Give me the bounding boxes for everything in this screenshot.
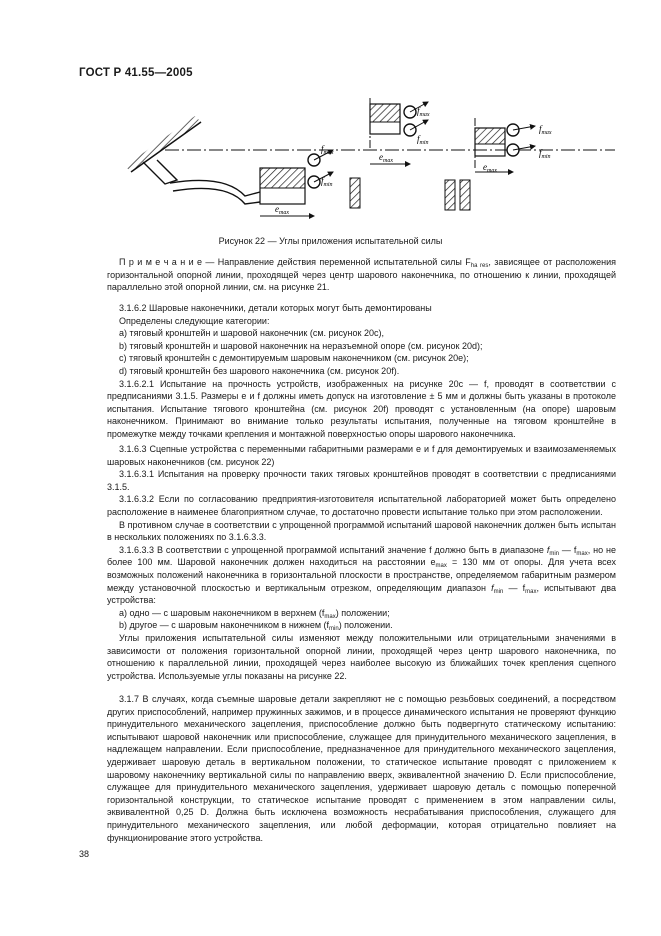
list-item: b) другое — с шаровым наконечником в нижнем $(f_{min})$ положении.: [119, 620, 393, 633]
paragraph: 3.1.7 В случаях, когда съемные шаровые детали закрепляют не с помощью резьбовых соединений, а посредством других приспособлений, например пружинных зажимов, и в процессе динамического испытания не проверяют функцию принудительного механического зацепления, приспособление должно быть подвергнуто статическому испытанию: испытывают шаровой наконечник или приспособление, служащее для принудительного механического зацепления, в надлежащем направлении. Если приспособление, предназначенное для принудительного механического зацепления, удерживает шаровую деталь в вертикальном положении, то статическое испытание проводят с приложением к шаровому наконечнику вертикальной силы по направлению вверх, эквивалентной значению D. Если приспособление, служащее для принудительного механического зацепления, удерживает шаровую деталь с помощью поперечной горизонтальной конструкции, то статическое испытание проводят с применением в этом направлении силы, эквивалентной 0,25 D. Должна быть исключена возможность несрабатывания приспособления, служащего для принудительного механического зацепления, или любой деформации, которая отрицательно повлияет на функционирование этого устройства.: [107, 694, 616, 843]
figure-note: П р и м е ч а н и е — Направление действия переменной испытательной силы $F_{ha res}$, зависящее от расположения горизонтальной опорной линии, проходящей через центр шарового наконечника, по отношению к линии, проходящей параллельно этой опорной линии, см. на рисунке 21.: [107, 257, 616, 293]
figure-caption: Рисунок 22 — Углы приложения испытательной силы: [218, 236, 443, 246]
fmax-label-3: $f_{max}$: [539, 124, 552, 136]
paragraph: 3.1.6.3 Сцепные устройства с переменными габаритными размерами e и f для демонтируемых и взаимозаменяемых шаровых наконечников (см. рисунок 22): [107, 444, 616, 467]
paragraph: 3.1.6.3.3 В соответствии с упрощенной программой испытаний значение f должно быть в диапазоне $f_{min}$ — $f_{max}$, но не более 100 мм. Шаровой наконечник должен находиться на расстоянии $e_{max} = 130$ мм от опоры. Для учета всех возможных положений наконечника в горизонтальной плоскости в пространстве, определяемом габаритным размером между установочной плоскостью и вертикальным отрезком, определяющим диапазон $f_{min}$ — $f_{max}$, испытывают два устройства:: [107, 544, 616, 606]
section-3-1-6-3: [107, 443, 616, 682]
paragraph: 3.1.6.2.1 Испытание на прочность устройств, изображенных на рисунке 20c — f, проводят в соответствии с предписаниями 3.1.5. Размеры e и f должны иметь допуск на изготовление ± 5 мм и должны быть указаны в протоколе испытания. Испытание тягового кронштейна (см. рисунок 20f) проводят с установленным (на опоре) шаровым наконечником. Принимают во внимание только результаты испытания, полученные на тяговом кронштейне в промежутке между точками крепления и монтажной поверхностью опоры шарового наконечника.: [107, 378, 616, 439]
paragraph: Углы приложения испытательной силы изменяют между положительными или отрицательными значениями в зависимости от положения горизонтальной опорной линии, проходящей через центр шарового наконечника, по отношению к параллельной линии, проходящей через наиболее высокую из ближайших точек крепления сцепного устройства. Используемые углы показаны на рисунке 22.: [107, 632, 616, 681]
paragraph: 3.1.6.3.1 Испытания на проверку прочности таких тяговых кронштейнов проводят в соответствии с предписаниями 3.1.5.: [107, 469, 616, 492]
section-3-1-6-2: [107, 302, 616, 441]
fmin-label-2: $f_{min}$: [417, 134, 429, 146]
fmax-label-1: $f_{max}$: [321, 144, 334, 156]
document-header: ГОСТ Р 41.55—2005: [79, 67, 193, 79]
emax-label-2: $e_{max}$: [379, 152, 393, 164]
paragraph: В противном случае в соответствии с упрощенной программой испытаний шаровой наконечник должен быть испытан в нескольких положениях по 3.1.6.3.3.: [107, 519, 616, 543]
list-item: a) одно — с шаровым наконечником в верхнем $(f_{max})$ положении;: [119, 607, 390, 620]
list-item: c) тяговый кронштейн с демонтируемым шаровым наконечником (см. рисунок 20e);: [119, 353, 469, 364]
fmin-label-1: $f_{min}$: [321, 176, 333, 188]
section-intro: Определены следующие категории:: [119, 315, 270, 326]
page-number: 38: [79, 849, 90, 859]
fmin-label-3: $f_{min}$: [539, 148, 551, 160]
list-item: d) тяговый кронштейн без шарового наконечника (см. рисунок 20f).: [119, 365, 400, 376]
emax-label-1: $e_{max}$: [275, 204, 289, 216]
fmax-label-2: $f_{max}$: [417, 106, 430, 118]
section-3-1-7: [107, 693, 616, 844]
paragraph: 3.1.6.3.2 Если по согласованию предприятия-изготовителя испытательной лабораторией может быть определено расположение в наименее благоприятном случае, то достаточно провести испытание только при этом расположении.: [107, 494, 616, 517]
list-item: a) тяговый кронштейн и шаровой наконечник (см. рисунок 20c),: [119, 328, 384, 339]
list-item: b) тяговый кронштейн и шаровой наконечник на неразъемной опоре (см. рисунок 20d);: [119, 340, 483, 351]
figure-22-drawing: [95, 88, 615, 230]
section-title: 3.1.6.2 Шаровые наконечники, детали которых могут быть демонтированы: [119, 303, 432, 313]
emax-label-3: $e_{max}$: [483, 162, 497, 174]
